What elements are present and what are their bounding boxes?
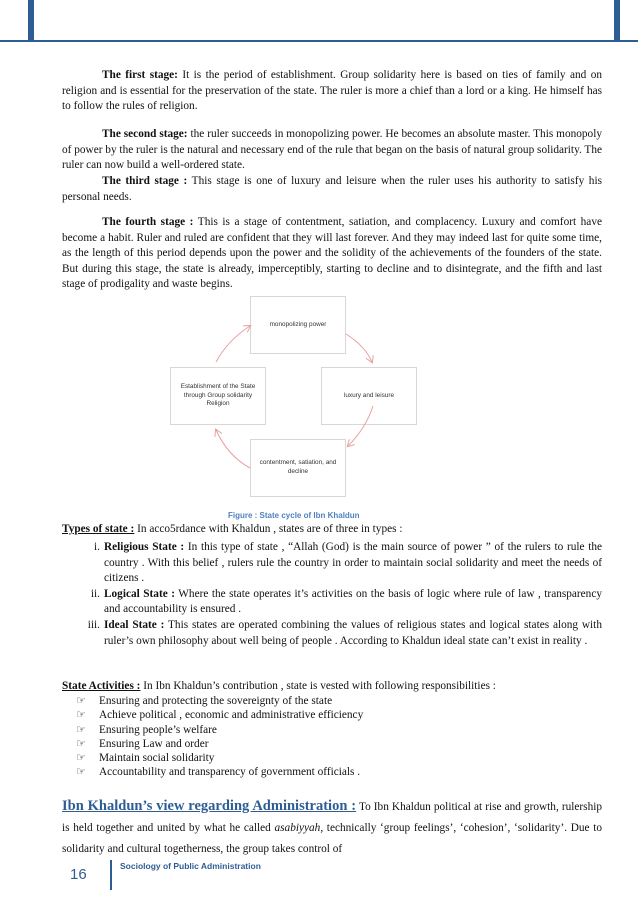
activity-text: Achieve political , economic and administrative efficiency — [99, 709, 364, 722]
cycle-node-contentment: contentment, satiation, and decline — [250, 439, 346, 497]
cycle-node-establishment: Establishment of the State through Group solidarity Religion — [170, 367, 266, 425]
types-intro: In acco5rdance with Khaldun , states are of three in types : — [134, 523, 403, 535]
state-type-label: Logical State : — [104, 587, 175, 600]
list-item — [62, 751, 602, 765]
first-stage-paragraph — [62, 68, 602, 115]
cycle-node-luxury: luxury and leisure — [321, 367, 417, 425]
fourth-stage-text: This is a stage of contentment, satiation, and complacency. Luxury and comfort have become a habit. Ruler and ruled are confident that they will last forever. And they may indeed last for quite some time, as the length of this period depends upon the power and the solidity of the achievements of the founders of the state. But during this stage, the state is already, imperceptibly, starting to decline and to disintegrate, and the fifth and last stage of prodigality and waste begins. — [62, 216, 602, 291]
list-item — [62, 737, 602, 751]
header-corner-left — [28, 0, 34, 42]
figure-caption: Figure : State cycle of Ibn Khaldun — [228, 511, 360, 520]
activity-text: Ensuring and protecting the sovereignty of the state — [99, 695, 333, 707]
arrow-bottom-to-left — [216, 430, 250, 468]
header-corner-right — [614, 0, 620, 42]
header-rule — [0, 40, 638, 42]
second-stage-text: the ruler succeeds in monopolizing power. He becomes an absolute master. This monopoly of power by the ruler is the natural and necessary end of the rule that began on the basis of natural group solidarity. The ruler can now build a well-ordered state. — [62, 128, 602, 172]
activity-text: Maintain social solidarity — [99, 752, 215, 765]
list-number: i. — [94, 541, 100, 553]
state-type-logical — [62, 587, 602, 618]
activities-intro: In Ibn Khaldun’s contribution , state is vested with following responsibilities : — [140, 680, 496, 692]
administration-paragraph — [62, 796, 602, 860]
asabiyyah-term: asabiyyah — [274, 822, 321, 834]
state-type-ideal — [62, 618, 602, 649]
state-type-text: This states are operated combining the values of religious states and logical states along with ruler’s own philosophy about well being of people . According to Khaldun ideal state can’t exist in reality . — [104, 618, 602, 647]
pointing-hand-icon: ☞ — [76, 722, 86, 736]
arrow-top-to-right — [346, 334, 372, 362]
state-type-text: Where the state operates it’s activities on the basis of logic where rule of law , transparency and accountability is ensured . — [104, 587, 602, 616]
pointing-hand-icon: ☞ — [76, 708, 86, 722]
cycle-node-monopolizing: monopolizing power — [250, 296, 346, 354]
state-type-text: In this type of state , “Allah (God) is the main source of power ” of the rulers to rule the country . With this belief , rulers rule the country in order to maintain social solidarity and meet the needs of citizens . — [104, 541, 603, 585]
footer-book-title: Sociology of Public Administration — [120, 861, 261, 871]
state-type-label: Ideal State : — [104, 618, 165, 631]
second-stage-label: The second stage: — [102, 128, 188, 140]
list-item — [62, 765, 602, 779]
state-types-list — [62, 540, 602, 649]
activity-text: Ensuring Law and order — [99, 737, 209, 750]
administration-heading: Ibn Khaldun’s view regarding Administration : — [62, 798, 357, 814]
first-stage-label: The first stage: — [102, 69, 178, 81]
list-item — [62, 723, 602, 737]
state-type-religious — [62, 540, 602, 587]
arrow-left-to-top — [216, 326, 250, 362]
list-number: iii. — [87, 618, 100, 631]
pointing-hand-icon: ☞ — [76, 694, 86, 707]
second-stage-paragraph — [62, 127, 602, 174]
fourth-stage-paragraph — [62, 215, 602, 293]
pointing-hand-icon: ☞ — [76, 751, 86, 765]
pointing-hand-icon: ☞ — [76, 736, 86, 750]
third-stage-text: This stage is one of luxury and leisure when the ruler uses his authority to satisfy his personal needs. — [62, 175, 602, 203]
administration-text-b: , technically ‘group feelings’, ‘cohesion’, ‘solidarity’. Due to solidarity and cultural togetherness, the group takes control of — [62, 822, 603, 855]
activity-text: Ensuring people’s welfare — [99, 723, 217, 736]
activities-intro-paragraph — [62, 679, 602, 695]
state-activities-list — [62, 694, 602, 780]
types-intro-paragraph — [62, 522, 602, 538]
third-stage-paragraph — [62, 174, 602, 205]
types-heading: Types of state : — [62, 523, 135, 535]
activity-text: Accountability and transparency of government officials . — [99, 766, 361, 779]
list-item — [62, 708, 602, 722]
activities-heading: State Activities : — [62, 680, 141, 692]
fourth-stage-label: The fourth stage : — [102, 216, 194, 228]
administration-text-a: To Ibn Khaldun political at rise and growth, rulership is held together and united by what he called — [62, 801, 602, 834]
list-item — [62, 694, 602, 708]
footer-divider — [110, 860, 112, 890]
page-number: 16 — [70, 866, 87, 883]
third-stage-label: The third stage : — [102, 175, 188, 187]
list-number: ii. — [90, 587, 100, 600]
pointing-hand-icon: ☞ — [76, 765, 86, 779]
first-stage-text: It is the period of establishment. Group solidarity here is based on ties of family and on religion and is essential for the preservation of the state. The ruler is more a chief than a lord or a king. He himself has to follow the rules of religion. — [62, 69, 602, 113]
state-type-label: Religious State : — [104, 541, 185, 553]
